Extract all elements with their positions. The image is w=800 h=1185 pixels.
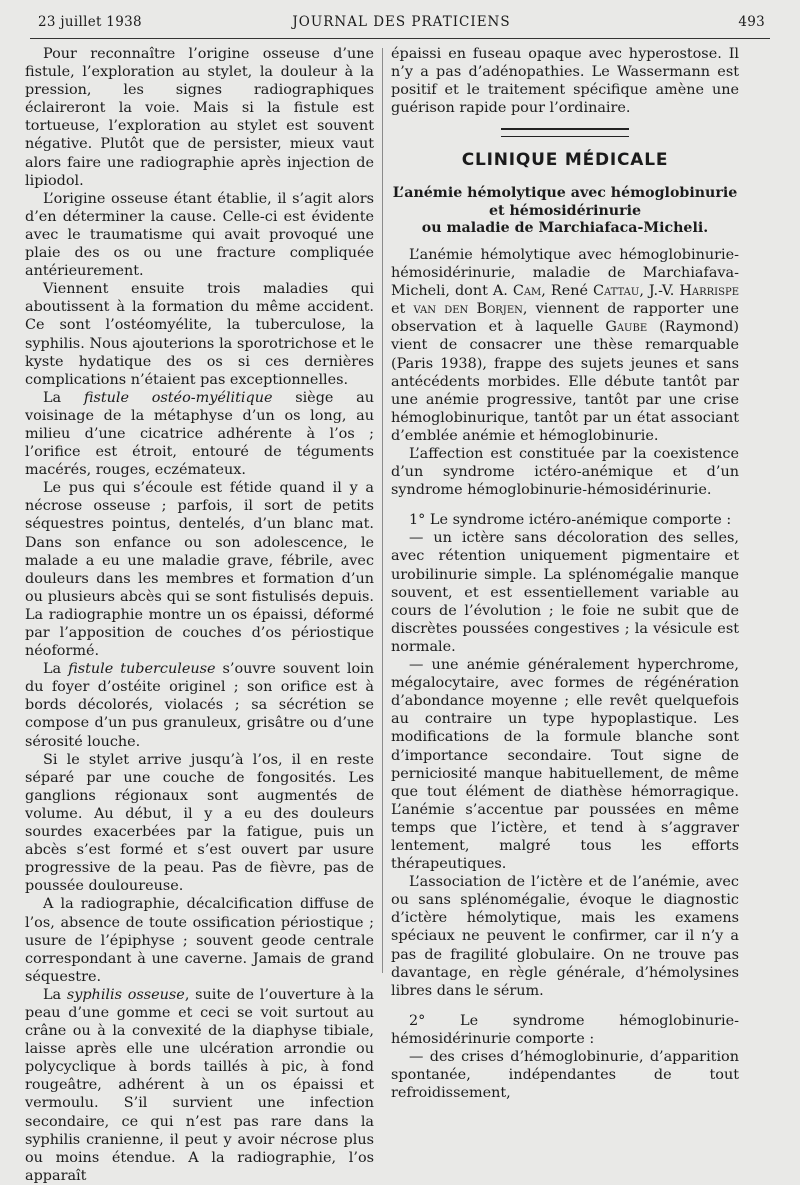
article-title-line: L’anémie hémolytique avec hémoglobinurie — [392, 185, 738, 202]
paragraph: 2° Le syndrome hémoglobinurie-hémosidérinurie comporte : — [391, 1012, 739, 1047]
article-title-line: et hémosidérinurie — [488, 202, 642, 219]
text-run: s’ouvre souvent loin du foyer d’ostéite originel ; son orifice est à bords décolorés, violacés ; sa sécrétion se compose d’un pus granuleux, grisâtre ou d’une sérosité louche. — [25, 661, 374, 750]
author-name: Cattau — [592, 283, 640, 300]
paragraph: L’origine osseuse étant établie, il s’agit alors d’en déterminer la cause. Celle-ci est évidente avec le traumatisme qui avait provoqué une plaie des os ou une fracture compliquée antérieurement. — [25, 190, 374, 280]
article-title — [391, 185, 739, 238]
paragraph: épaissi en fuseau opaque avec hyperostose. Il n’y a pas d’adénopathies. Le Wassermann est positif et le traitement spécifique amène une guérison rapide pour l’ordinaire. — [391, 46, 739, 117]
text-run: et — [391, 301, 414, 318]
article-title-line: ou maladie de Marchiafaca-Micheli. — [421, 220, 709, 237]
section-separator — [501, 128, 629, 137]
text-run: La — [43, 661, 69, 678]
paragraph — [25, 389, 374, 479]
text-run: (Raymond) vient de consacrer une thèse remarquable (Paris 1938), frappe des sujets jeunes et sans antécédents morbides. Elle débute tantôt par une anémie progressive, tantôt par une crise hémoglobinurique, tantôt par un état associant d’emblée anémie et hémoglobinurie. — [391, 319, 740, 444]
author-name: Gaube — [605, 319, 648, 336]
section-heading: CLINIQUE MÉDICALE — [461, 150, 669, 171]
left-column — [25, 45, 374, 1185]
text-run: La — [43, 389, 84, 406]
paragraph: Le pus qui s’écoule est fétide quand il y a nécrose osseuse ; parfois, il sort de petits séquestres pointus, dentelés, d’un blanc mat. Dans son enfance ou son adolescence, le malade a eu une maladie grave, fébrile, avec douleurs dans les membres et formation d’un ou plusieurs abcès qui se sont fistulisés depuis. La radiographie montre un os épaissi, déformé par l’apposition de couches d’os périostique néoformé. — [25, 480, 374, 660]
emphasis: fistule tuberculeuse — [68, 661, 216, 678]
header-rule — [30, 38, 770, 39]
running-header — [38, 14, 765, 38]
paragraph: 1° Le syndrome ictéro-anémique comporte : — [409, 512, 732, 529]
text-run: La — [43, 986, 67, 1003]
paragraph: Viennent ensuite trois maladies qui aboutissent à la formation du même accident. Ce sont l’ostéomyélite, la tuberculose, la syphilis. Nous ajouterions la sporotrichose et le kyste hydatique des os si ces dernières complications n’étaient pas exceptionnelles. — [25, 281, 374, 388]
text-run: , viennent de rapporter une observation et à laquelle — [391, 301, 740, 336]
paragraph: Si le stylet arrive jusqu’à l’os, il en reste séparé par une couche de fongosités. Les ganglions régionaux sont augmentés de volume. Au début, il y a eu des douleurs sourdes exacerbées par la fatigue, puis un abcès s’est formé et s’est ouvert par usure progressive de la peau. Pas de fièvre, pas de poussée douloureuse. — [25, 751, 374, 895]
author-name: Harrispe — [679, 283, 740, 300]
paragraph: Pour reconnaître l’origine osseuse d’une fistule, l’exploration au stylet, la douleur à la pression, les signes radiographiques éclaireront la voie. Mais si la fistule est tortueuse, l’exploration au stylet est souvent négative. Plutôt que de persister, mieux vaut alors faire une radiographie après injection de lipiodol. — [25, 46, 374, 189]
page-number: 493 — [738, 14, 765, 30]
author-name: Cam — [512, 283, 542, 300]
paragraph: — une anémie généralement hyperchrome, mégalocytaire, avec formes de régénération d’abondance moyenne ; elle revêt quelquefois au contraire un type hypoplastique. Les modifications de la formule blanche sont d’importance secondaire. Tout signe de perniciosité manque habituellement, de même que tout élément de diathèse hémorragique. L’anémie s’accentue par poussées en même temps que l’ictère, et tend à s’aggraver lentement, malgré tous les efforts thérapeutiques. — [391, 657, 739, 873]
author-name: van den Borjen — [413, 301, 523, 318]
text-run: , J.-V. — [639, 283, 680, 300]
paragraph: L’association de l’ictère et de l’anémie, avec ou sans splénomégalie, évoque le diagnostic d’ictère hémolytique, mais les examens spéciaux ne peuvent le confirmer, car il n’y a pas de fragilité globulaire. On ne trouve pas davantage, en règle générale, d’hémolysines libres dans le sérum. — [391, 874, 739, 999]
text-run: L’anémie hémolytique avec hémoglobinurie-hémosidérinurie, maladie de Marchiafava-Micheli, dont A. — [391, 246, 739, 300]
text-run: , René — [541, 283, 593, 300]
text-run: , suite de l’ouverture à la peau d’une gomme et ceci se voit surtout au crâne ou à la convexité de la diaphyse tibiale, laisse après elle une ulcération arrondie ou polycyclique à bords taillés à pic, à fond rougeâtre, adhérent à un os épaissi et vermoulu. S’il survient une infection secondaire, ce qui n’est pas rare dans la syphilis cranienne, il peut y avoir nécrose plus ou moins étendue. A la radiographie, l’os apparaît — [25, 986, 374, 1184]
emphasis: fistule ostéo-myélitique — [83, 389, 273, 406]
issue-date: 23 juillet 1938 — [38, 14, 142, 30]
paragraph — [391, 246, 739, 445]
column-divider — [382, 48, 383, 973]
journal-title: JOURNAL DES PRATICIENS — [292, 14, 511, 30]
paragraph: L’affection est constituée par la coexistence d’un syndrome ictéro-anémique et d’un syndrome hémoglobinurie-hémosidérinurie. — [391, 446, 739, 499]
text-run: siège au voisinage de la métaphyse d’un os long, au milieu d’une cicatrice adhérente à l’os ; l’orifice est étroit, entouré de téguments macérés, rouges, eczémateux. — [25, 389, 374, 479]
paragraph — [25, 986, 374, 1185]
paragraph: — un ictère sans décoloration des selles, avec rétention uniquement pigmentaire et urobilinurie simple. La splénomégalie manque souvent, et est essentiellement variable au cours de l’évolution ; le foie ne subit que de discrètes poussées congestives ; la vésicule est normale. — [391, 530, 739, 655]
paragraph — [25, 660, 374, 750]
paragraph: — des crises d’hémoglobinurie, d’apparition spontanée, indépendantes de tout refroidissement, — [391, 1049, 739, 1102]
right-column — [391, 45, 739, 1102]
emphasis: syphilis osseuse — [66, 986, 185, 1003]
paragraph: A la radiographie, décalcification diffuse de l’os, absence de toute ossification périostique ; usure de l’épiphyse ; souvent geode centrale correspondant à une caverne. Jamais de grand séquestre. — [25, 896, 374, 985]
